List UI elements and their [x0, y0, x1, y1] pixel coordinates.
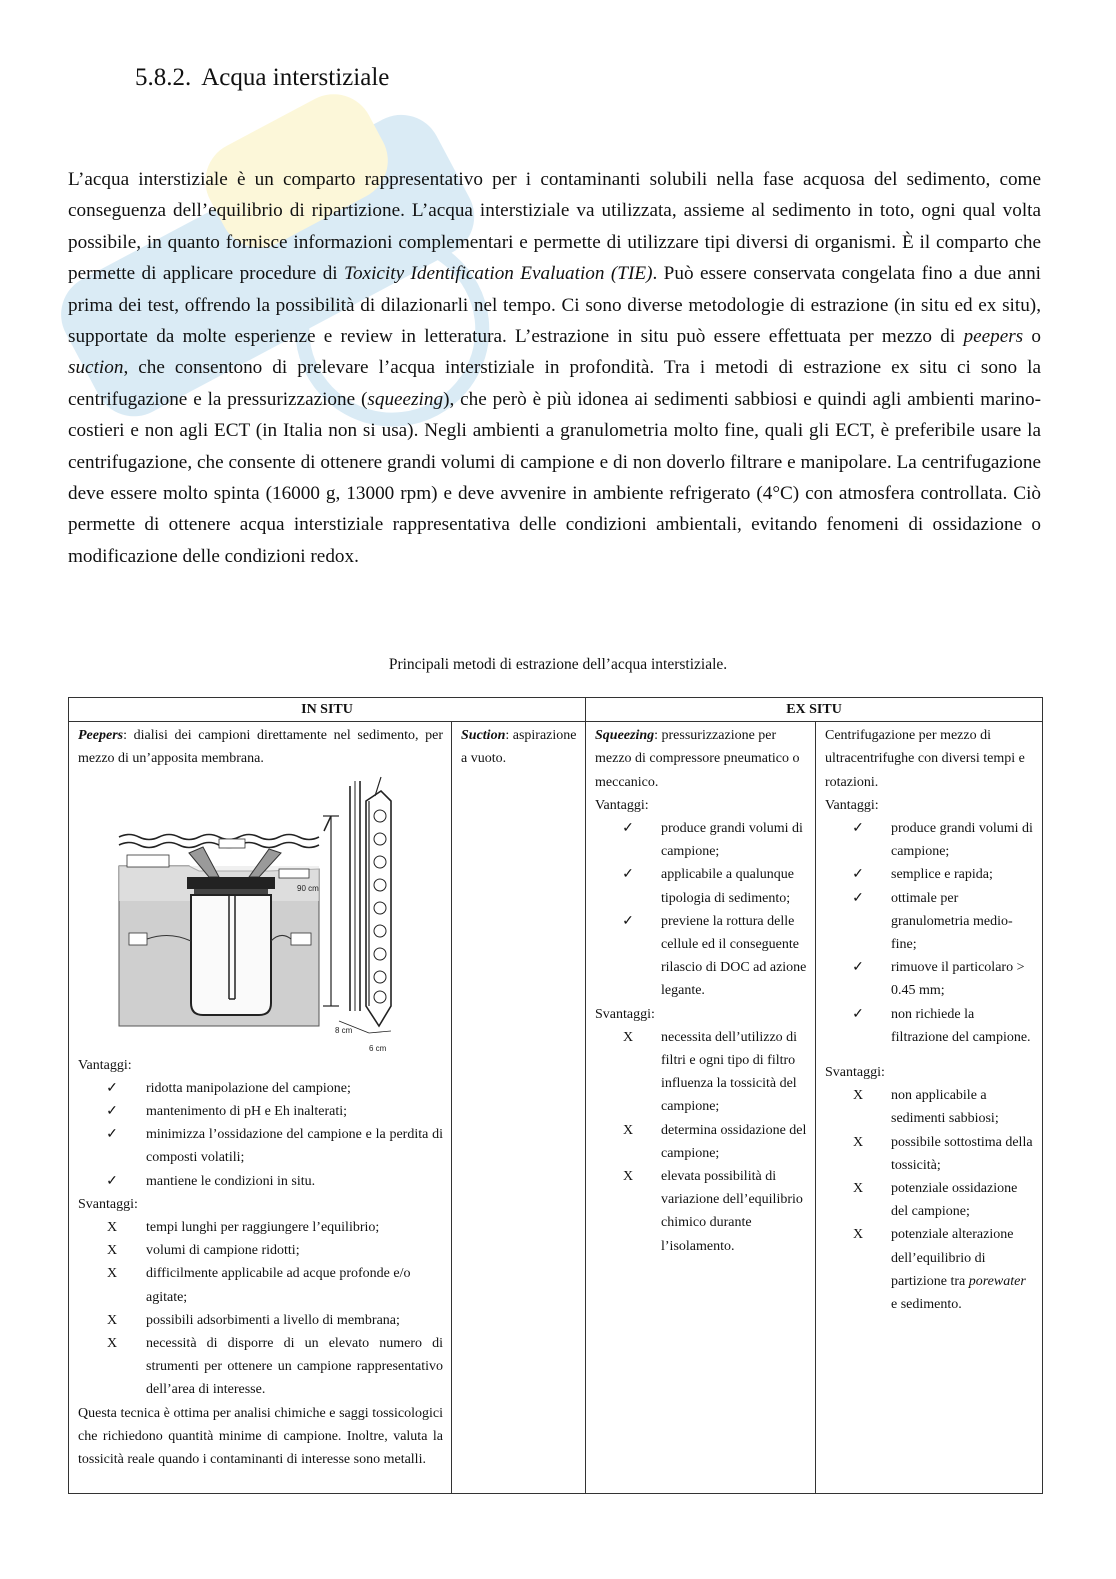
section-number: 5.8.2.: [135, 64, 192, 91]
cross-icon: X: [106, 1243, 118, 1259]
list-item: X volumi di campione ridotti;: [78, 1239, 443, 1262]
body-text: , che consentono di prelevare l’acqua interstiziale in profondità. Tra i metodi di estrazione ex situ ci sono la centrifugazione e la pressurizzazione (: [68, 357, 1041, 410]
table-header-row: [69, 698, 1043, 722]
body-emphasis: suction: [68, 357, 124, 379]
cross-icon: X: [106, 1220, 118, 1236]
list-item: X potenziale ossidazione del campione;: [825, 1177, 1034, 1223]
list-item: ✓ produce grandi volumi di campione;: [595, 817, 807, 863]
section-title-text: Acqua interstiziale: [201, 64, 390, 91]
section-title: [135, 64, 389, 92]
list-item: X non applicabile a sedimenti sabbiosi;: [825, 1084, 1034, 1130]
check-icon: ✓: [106, 1104, 118, 1120]
dim-height-label: 90 cm: [297, 883, 319, 893]
list-item: X elevata possibilità di variazione dell’equilibrio chimico durante l’isolamento.: [595, 1165, 807, 1258]
cross-icon: X: [622, 1122, 634, 1138]
cross-icon: X: [106, 1336, 118, 1352]
check-icon: ✓: [106, 1127, 118, 1143]
body-emphasis: squeezing: [367, 388, 444, 410]
centrifugation-cell: [816, 722, 1043, 1494]
list-item: ✓ previene la rottura delle cellule ed il conseguente rilascio di DOC ad azione legante.: [595, 910, 807, 1003]
centrifugation-advantages: [825, 817, 1034, 1049]
list-item: ✓ semplice e rapida;: [825, 863, 1034, 886]
peepers-figure: [69, 771, 451, 1054]
cross-icon: X: [622, 1029, 634, 1045]
list-item: X potenziale alterazione dell’equilibrio di partizione tra porewater e sedimento.: [825, 1223, 1034, 1316]
header-in-situ: IN SITU: [69, 698, 586, 722]
peepers-disadvantages: [78, 1216, 443, 1402]
list-item: ✓ rimuove il particolaro > 0.45 mm;: [825, 956, 1034, 1002]
suction-name: Suction: [461, 728, 506, 744]
list-item: ✓ non richiede la filtrazione del campione.: [825, 1003, 1034, 1049]
list-item: X tempi lunghi per raggiungere l’equilibrio;: [78, 1216, 443, 1239]
check-icon: ✓: [622, 867, 634, 883]
squeezing-desc: : pressurizzazione per mezzo di compressore pneumatico o meccanico.: [595, 728, 800, 790]
cross-icon: X: [852, 1181, 864, 1197]
squeezing-description: [595, 724, 807, 794]
list-item: X necessita dell’utilizzo di filtri e ogni tipo di filtro influenza la tossicità del campione;: [595, 1026, 807, 1119]
suction-desc: : aspirazione a vuoto.: [461, 728, 577, 767]
cross-icon: X: [106, 1312, 118, 1328]
list-item: ✓ mantenimento di pH e Eh inalterati;: [78, 1100, 443, 1123]
squeezing-disadvantages: [595, 1026, 807, 1258]
body-text: . Può essere conservata congelata fino a due anni prima dei test, offrendo la possibilità di dilazionarli nel tempo. Ci sono diverse metodologie di estrazione (in situ ed ex situ), supportate da molte esperienze e review in letteratura. L’estrazione in situ può essere effettuata per mezzo di: [68, 263, 1041, 348]
peepers-disadv-label: Svantaggi:: [78, 1196, 138, 1212]
check-icon: ✓: [852, 890, 864, 906]
cross-icon: X: [852, 1227, 864, 1243]
peepers-adv-label: Vantaggi:: [78, 1057, 132, 1073]
peepers-cell: [69, 722, 452, 1494]
check-icon: ✓: [852, 960, 864, 976]
squeezing-disadv-label: Svantaggi:: [595, 1006, 655, 1022]
peepers-desc: : dialisi dei campioni direttamente nel sedimento, per mezzo di un’apposita membrana.: [78, 728, 443, 767]
check-icon: ✓: [106, 1173, 118, 1189]
centrifugation-adv-label: Vantaggi:: [825, 797, 879, 813]
list-item: X possibile sottostima della tossicità;: [825, 1131, 1034, 1177]
check-icon: ✓: [622, 821, 634, 837]
squeezing-adv-label: Vantaggi:: [595, 797, 649, 813]
body-text: L’acqua interstiziale è un comparto rappresentativo per i contaminanti solubili nella fase acquosa del sedimento, come conseguenza dell’equilibrio di ripartizione. L’acqua interstiziale va utilizzata, assieme al sedimento in toto, ogni qual volta possibile, in quanto fornisce informazioni complementari e permette di utilizzare tipi diversi di organismi. È il comparto che permette di applicare procedure di: [68, 169, 1041, 285]
cross-icon: X: [622, 1169, 634, 1185]
squeezing-cell: [586, 722, 816, 1494]
cross-icon: X: [106, 1266, 118, 1282]
cross-icon: X: [852, 1088, 864, 1104]
check-icon: ✓: [622, 913, 634, 929]
body-paragraph: [68, 164, 1041, 572]
table-caption: Principali metodi di estrazione dell’acqua interstiziale.: [388, 656, 728, 673]
peeper-device: [323, 777, 391, 1033]
check-icon: ✓: [852, 1006, 864, 1022]
centrifugation-disadvantages: [825, 1084, 1034, 1316]
body-text: ), che però è più idonea ai sedimenti sabbiosi e quindi agli ambienti marino-costieri e non agli ECT (in Italia non si usa). Negli ambienti a granulometria molto fine, quali gli ECT, è preferibile usare la centrifugazione, che consente di ottenere grandi volumi di campione e di non doverlo filtrare e manipolare. La centrifugazione deve essere molto spinta (16000 g, 13000 rpm) e deve avvenire in ambiente refrigerato (4°C) con atmosfera controllata. Ciò permette di ottenere acqua interstiziale rappresentativa delle condizioni ambientali, evitando fenomeni di ossidazione o modificazione delle condizioni redox.: [68, 388, 1041, 567]
peepers-note: Questa tecnica è ottima per analisi chimiche e saggi tossicologici che richiedono quantità minime di campione. Inoltre, valuta la tossicità reale quando i contaminanti di interesse sono metalli.: [78, 1405, 443, 1468]
list-item: X necessità di disporre di un elevato numero di strumenti per ottenere un campione rappresentativo dell’area di interesse.: [78, 1332, 443, 1402]
peepers-name: Peepers: [78, 728, 124, 744]
list-item: X determina ossidazione del campione;: [595, 1119, 807, 1165]
peepers-diagram: [69, 771, 452, 1054]
check-icon: ✓: [852, 867, 864, 883]
check-icon: ✓: [852, 821, 864, 837]
body-text: o: [1023, 326, 1042, 348]
list-item: ✓ mantiene le condizioni in situ.: [78, 1170, 443, 1193]
suction-description: [461, 724, 577, 770]
squeezing-name: Squeezing: [595, 728, 655, 744]
centrifugation-disadv-label: Svantaggi:: [825, 1065, 885, 1081]
extraction-methods-table: [68, 697, 1043, 1494]
peepers-description: [78, 724, 443, 770]
header-ex-situ: EX SITU: [586, 698, 1043, 722]
squeezing-advantages: [595, 817, 807, 1003]
body-emphasis: Toxicity Identification Evaluation (TIE): [344, 263, 653, 285]
list-item: ✓ ottimale per granulometria medio-fine;: [825, 887, 1034, 957]
table-row: [69, 722, 1043, 1494]
list-item: X difficilmente applicabile ad acque profonde e/o agitate;: [78, 1262, 443, 1308]
check-icon: ✓: [106, 1080, 118, 1096]
centrifugation-description: Centrifugazione per mezzo di ultracentrifughe con diversi tempi e rotazioni.: [825, 728, 1025, 790]
suction-cell: [452, 722, 586, 1494]
list-item: ✓ minimizza l’ossidazione del campione e la perdita di composti volatili;: [78, 1123, 443, 1169]
list-item: ✓ ridotta manipolazione del campione;: [78, 1077, 443, 1100]
cross-icon: X: [852, 1134, 864, 1150]
dim-width-label: 6 cm: [369, 1043, 387, 1053]
dim-depth-label: 8 cm: [335, 1025, 353, 1035]
list-item: ✓ applicabile a qualunque tipologia di sedimento;: [595, 863, 807, 909]
peepers-advantages: [78, 1077, 443, 1193]
body-emphasis: peepers: [963, 326, 1024, 348]
list-item: ✓ produce grandi volumi di campione;: [825, 817, 1034, 863]
list-item: X possibili adsorbimenti a livello di membrana;: [78, 1309, 443, 1332]
